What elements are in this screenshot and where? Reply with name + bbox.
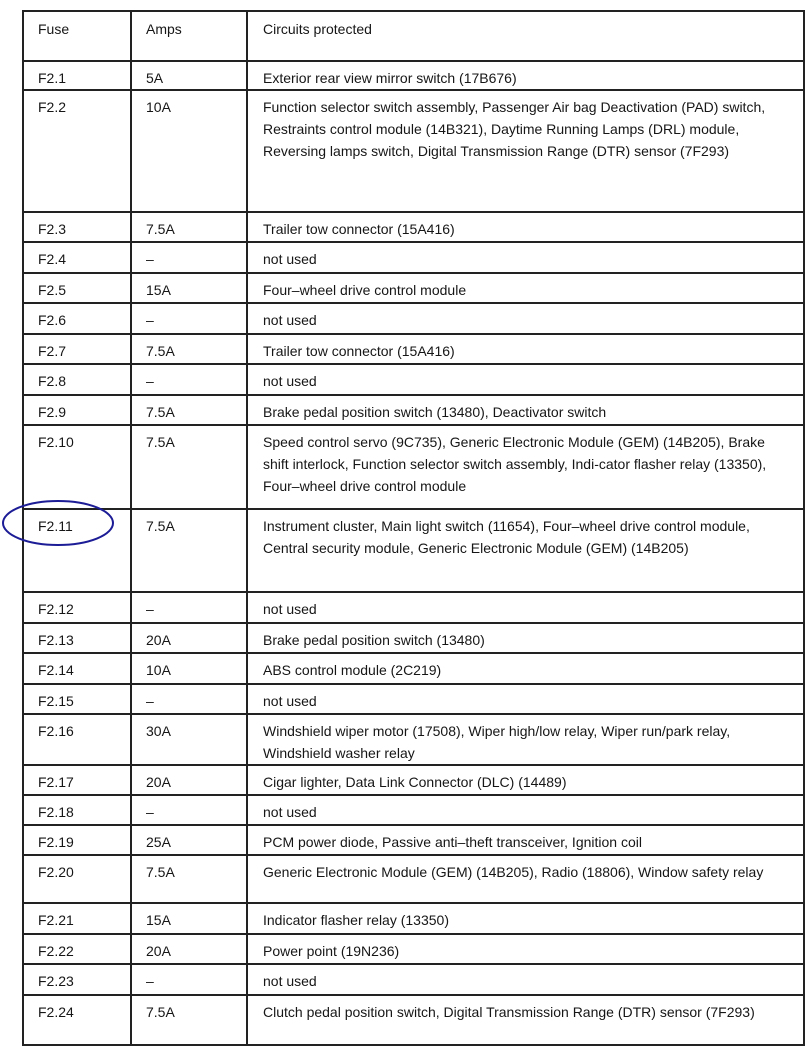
table-row xyxy=(23,934,804,964)
circuits-cell: Clutch pedal position switch, Digital Transmission Range (DTR) sensor (7F293) xyxy=(247,995,804,1045)
circuits-cell: not used xyxy=(247,592,804,623)
circuits-cell: Four–wheel drive control module xyxy=(247,273,804,303)
circuits-cell: Cigar lighter, Data Link Connector (DLC) (14489) xyxy=(247,765,804,795)
circuits-cell: Windshield wiper motor (17508), Wiper high/low relay, Wiper run/park relay, Windshield washer relay xyxy=(247,714,804,765)
table-row xyxy=(23,90,804,212)
fuse-cell: F2.21 xyxy=(23,903,131,934)
circuits-cell: Generic Electronic Module (GEM) (14B205), Radio (18806), Window safety relay xyxy=(247,855,804,903)
circuits-cell: Speed control servo (9C735), Generic Electronic Module (GEM) (14B205), Brake shift interlock, Function selector switch assembly, Indi-cator flasher relay (13350), Four–wheel drive control module xyxy=(247,425,804,509)
amps-cell: 7.5A xyxy=(131,425,247,509)
fuse-cell: F2.2 xyxy=(23,90,131,212)
circuits-cell: Trailer tow connector (15A416) xyxy=(247,212,804,242)
amps-cell: 7.5A xyxy=(131,212,247,242)
fuse-cell: F2.12 xyxy=(23,592,131,623)
amps-cell: 20A xyxy=(131,934,247,964)
amps-cell: 7.5A xyxy=(131,509,247,592)
circuits-cell: Function selector switch assembly, Passenger Air bag Deactivation (PAD) switch, Restraints control module (14B321), Daytime Running Lamps (DRL) module, Reversing lamps switch, Digital Transmission Range (DTR) sensor (7F293) xyxy=(247,90,804,212)
fuse-cell: F2.6 xyxy=(23,303,131,334)
amps-cell: 10A xyxy=(131,90,247,212)
table-row xyxy=(23,242,804,273)
circuits-cell: not used xyxy=(247,303,804,334)
table-row xyxy=(23,995,804,1045)
fuse-cell: F2.16 xyxy=(23,714,131,765)
fuse-cell: F2.19 xyxy=(23,825,131,855)
circuits-cell: not used xyxy=(247,684,804,714)
amps-cell: 7.5A xyxy=(131,995,247,1045)
fuse-cell: F2.4 xyxy=(23,242,131,273)
amps-cell: 7.5A xyxy=(131,395,247,425)
amps-cell: 20A xyxy=(131,623,247,653)
amps-cell: 20A xyxy=(131,765,247,795)
fuse-cell: F2.5 xyxy=(23,273,131,303)
circuits-cell: Power point (19N236) xyxy=(247,934,804,964)
table-row xyxy=(23,303,804,334)
fuse-cell: F2.15 xyxy=(23,684,131,714)
amps-cell: – xyxy=(131,592,247,623)
fuse-cell: F2.22 xyxy=(23,934,131,964)
header-circuits: Circuits protected xyxy=(247,11,804,61)
circuits-cell: Exterior rear view mirror switch (17B676) xyxy=(247,61,804,90)
fuse-table xyxy=(22,10,805,1046)
table-row xyxy=(23,765,804,795)
table-row xyxy=(23,212,804,242)
fuse-cell: F2.3 xyxy=(23,212,131,242)
circuits-cell: PCM power diode, Passive anti–theft transceiver, Ignition coil xyxy=(247,825,804,855)
fuse-cell: F2.11 xyxy=(23,509,131,592)
fuse-cell: F2.20 xyxy=(23,855,131,903)
table-row xyxy=(23,425,804,509)
table-row xyxy=(23,855,804,903)
circuits-cell: not used xyxy=(247,795,804,825)
table-row xyxy=(23,395,804,425)
header-amps: Amps xyxy=(131,11,247,61)
table-row xyxy=(23,653,804,684)
fuse-cell: F2.1 xyxy=(23,61,131,90)
table-row xyxy=(23,61,804,90)
amps-cell: – xyxy=(131,964,247,995)
fuse-cell: F2.23 xyxy=(23,964,131,995)
circuits-cell: not used xyxy=(247,964,804,995)
circuits-cell: Instrument cluster, Main light switch (11654), Four–wheel drive control module, Central security module, Generic Electronic Module (GEM) (14B205) xyxy=(247,509,804,592)
fuse-cell: F2.7 xyxy=(23,334,131,364)
circuits-cell: not used xyxy=(247,364,804,395)
amps-cell: – xyxy=(131,303,247,334)
circuits-cell: Trailer tow connector (15A416) xyxy=(247,334,804,364)
amps-cell: 15A xyxy=(131,903,247,934)
table-body xyxy=(23,61,804,1045)
fuse-cell: F2.13 xyxy=(23,623,131,653)
table-row xyxy=(23,684,804,714)
circuits-cell: Brake pedal position switch (13480), Deactivator switch xyxy=(247,395,804,425)
amps-cell: 7.5A xyxy=(131,855,247,903)
table-row xyxy=(23,714,804,765)
circuits-cell: Indicator flasher relay (13350) xyxy=(247,903,804,934)
fuse-cell: F2.10 xyxy=(23,425,131,509)
amps-cell: 7.5A xyxy=(131,334,247,364)
fuse-cell: F2.17 xyxy=(23,765,131,795)
circuits-cell: Brake pedal position switch (13480) xyxy=(247,623,804,653)
circuits-cell: not used xyxy=(247,242,804,273)
header-row xyxy=(23,11,804,61)
amps-cell: 30A xyxy=(131,714,247,765)
table-row xyxy=(23,964,804,995)
amps-cell: – xyxy=(131,242,247,273)
fuse-cell: F2.9 xyxy=(23,395,131,425)
table-row-highlighted xyxy=(23,509,804,592)
amps-cell: 25A xyxy=(131,825,247,855)
amps-cell: – xyxy=(131,364,247,395)
amps-cell: 10A xyxy=(131,653,247,684)
table-row xyxy=(23,273,804,303)
fuse-cell: F2.18 xyxy=(23,795,131,825)
circuits-cell: ABS control module (2C219) xyxy=(247,653,804,684)
amps-cell: – xyxy=(131,684,247,714)
amps-cell: 15A xyxy=(131,273,247,303)
amps-cell: 5A xyxy=(131,61,247,90)
table-row xyxy=(23,334,804,364)
table-row xyxy=(23,795,804,825)
fuse-cell: F2.14 xyxy=(23,653,131,684)
table-row xyxy=(23,623,804,653)
amps-cell: – xyxy=(131,795,247,825)
table-row xyxy=(23,825,804,855)
fuse-cell: F2.24 xyxy=(23,995,131,1045)
table-row xyxy=(23,364,804,395)
fuse-cell: F2.8 xyxy=(23,364,131,395)
header-fuse: Fuse xyxy=(23,11,131,61)
table-row xyxy=(23,903,804,934)
table-row xyxy=(23,592,804,623)
